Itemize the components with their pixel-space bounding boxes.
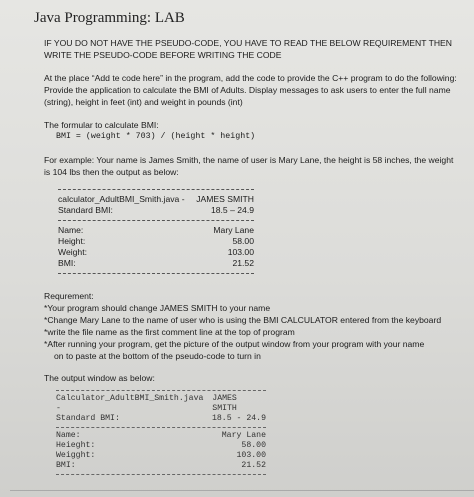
output-row [58, 236, 254, 247]
divider [58, 189, 254, 190]
standard-bmi-label: Standard BMI: [58, 205, 113, 215]
output-window-title: The output window as below: [44, 373, 155, 383]
divider [58, 273, 254, 274]
output-header-row [58, 194, 254, 205]
output-value: 21.52 [232, 258, 254, 268]
output-value: 103.00 [227, 247, 254, 257]
output-value: 58.00 [241, 441, 266, 450]
output-window-screenshot [56, 390, 266, 475]
output-header-row [56, 394, 266, 414]
output-author: JAMES SMITH [196, 194, 254, 204]
output-label: Weight: [58, 247, 87, 257]
output-standard-row [58, 205, 254, 216]
output-row [58, 258, 254, 269]
pseudo-code-notice: IF YOU DO NOT HAVE THE PSEUDO-CODE, YOU HAVE TO READ THE BELOW REQUIREMENT THEN WRITE THE PSEUDO-CODE BEFORE WRITING THE CODE [44, 38, 452, 60]
formula-title: The formular to calculate BMI: [44, 120, 159, 130]
output-standard-row [56, 414, 266, 424]
requirement-item: *write the file name as the first comment line at the top of program [44, 327, 295, 337]
output-row [56, 461, 266, 471]
output-label: Name: [56, 431, 81, 440]
output-filename: Calculator_AdultBMI_Smith.java - [56, 394, 204, 413]
output-row [58, 247, 254, 258]
standard-bmi-value: 18.5 - 24.9 [211, 414, 266, 423]
requirement-item: *Your program should change JAMES SMITH to your name [44, 303, 271, 313]
bmi-formula: BMI = (weight * 703) / (height * height) [56, 132, 256, 141]
output-value: 21.52 [241, 461, 266, 470]
sample-output-text [58, 189, 254, 274]
output-filename: calculator_AdultBMI_Smith.java - [58, 194, 185, 204]
document-body [34, 37, 460, 475]
output-author: JAMES SMITH [212, 394, 237, 413]
instructions-paragraph: At the place “Add te code here” in the program, add the code to provide the C++ program to do the following: Provide the application to calculate the BMI of Adults. Display messages to ask users to enter the full name (string), height in feet (int) and weight in pounds (int) [44, 73, 457, 107]
requirements-heading: Requrement: [44, 291, 94, 301]
standard-bmi-value: 18.5 – 24.9 [210, 205, 254, 215]
output-label: Height: [58, 236, 86, 246]
requirement-continuation: on to paste at the bottom of the pseudo-code to turn in [54, 351, 261, 361]
output-value: 58.00 [232, 236, 254, 246]
example-paragraph: For example: Your name is James Smith, the name of user is Mary Lane, the height is 58 inches, the weight is 104 lbs then the output as below: [44, 155, 454, 177]
requirements-section [44, 290, 460, 362]
requirement-item: *Change Mary Lane to the name of user who is using the BMI CALCULATOR entered from the keyboard [44, 315, 442, 325]
standard-bmi-label: Standard BMI: [56, 414, 120, 423]
output-label: Heieght: [56, 441, 96, 450]
output-row [56, 441, 266, 451]
divider [56, 427, 266, 428]
output-value: Mary Lane [221, 431, 266, 440]
divider [56, 390, 266, 391]
output-value: Mary Lane [213, 225, 254, 235]
output-row [56, 451, 266, 461]
requirement-item: *After running your program, get the picture of the output window from your program with your name [44, 339, 425, 349]
output-row [58, 225, 254, 236]
divider [56, 474, 266, 475]
page-title: Java Programming: LAB [34, 10, 185, 26]
output-value: 103.00 [236, 451, 266, 460]
divider [58, 220, 254, 221]
output-label: BMI: [56, 461, 76, 470]
output-label: Name: [58, 225, 84, 235]
output-row [56, 431, 266, 441]
output-label: Weigght: [56, 451, 96, 460]
bottom-rule [10, 490, 474, 491]
output-label: BMI: [58, 258, 76, 268]
